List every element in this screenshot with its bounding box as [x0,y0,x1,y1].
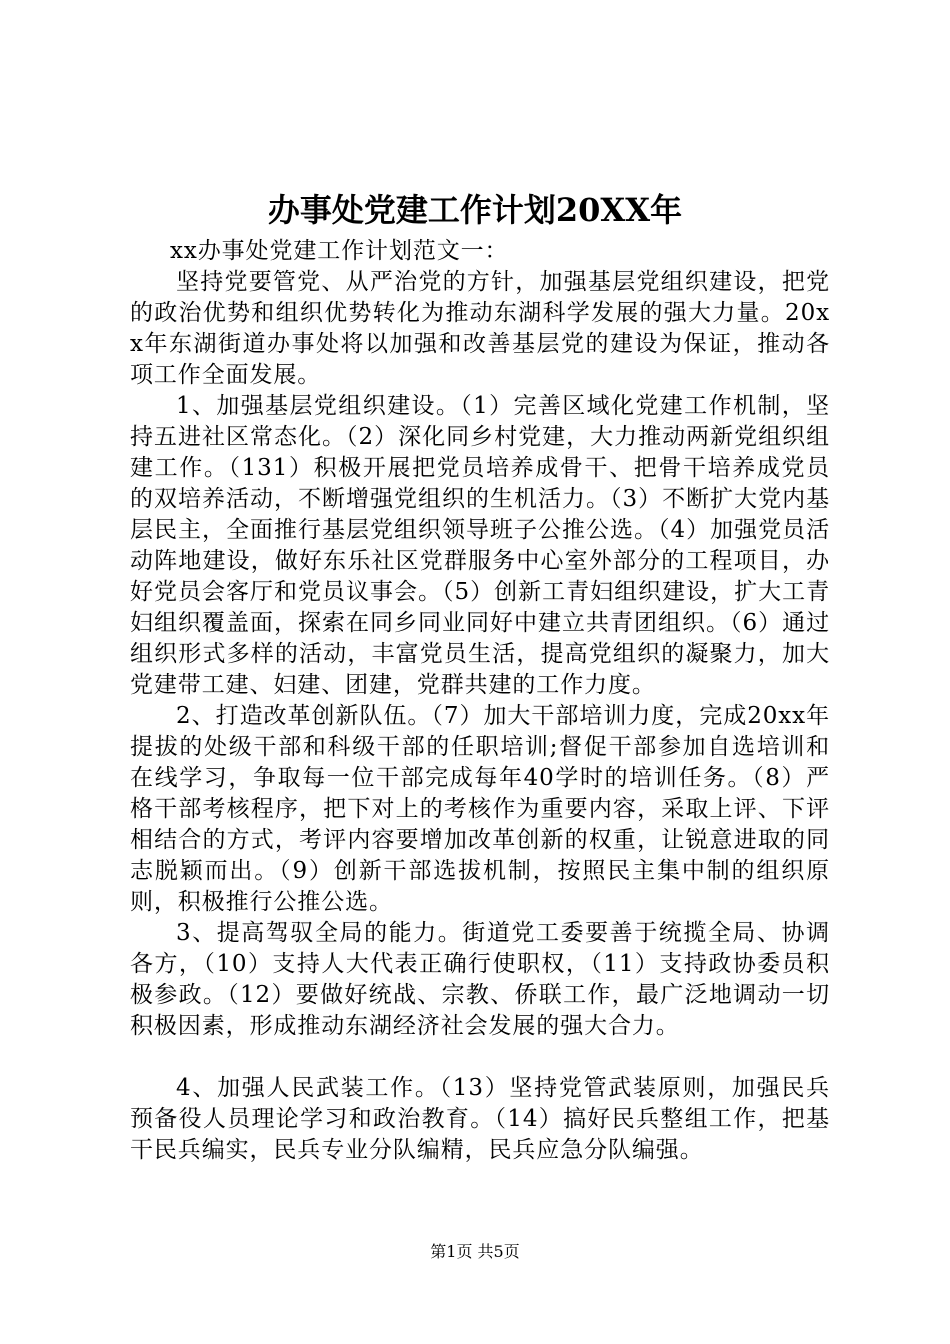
paragraph-section-3: 3、提高驾驭全局的能力。街道党工委要善于统揽全局、协调各方，（10）支持人大代表正确行使职权，（11）支持政协委员积极参政。（12）要做好统战、宗教、侨联工作，最广泛地调动一切积极因素，形成推动东湖经济社会发展的强大合力。 [130,920,830,1039]
paragraph-intro: xx办事处党建工作计划范文一： [170,238,509,264]
page-number-footer: 第1页 共5页 [430,1242,520,1261]
paragraph-section-4: 4、加强人民武装工作。（13）坚持党管武装原则，加强民兵预备役人员理论学习和政治教育。（14）搞好民兵整组工作，把基干民兵编实，民兵专业分队编精，民兵应急分队编强。 [130,1075,830,1163]
paragraph-section-1: 1、加强基层党组织建设。（1）完善区域化党建工作机制，坚持五进社区常态化。（2）深化同乡村党建，大力推动两新党组织组建工作。（131）积极开展把党员培养成骨干、把骨干培养成党员的双培养活动，不断增强党组织的生机活力。（3）不断扩大党内基层民主，全面推行基层党组织领导班子公推公选。（4）加强党员活动阵地建设，做好东乐社区党群服务中心室外部分的工程项目，办好党员会客厅和党员议事会。（5）创新工青妇组织建设，扩大工青妇组织覆盖面，探索在同乡同业同好中建立共青团组织。（6）通过组织形式多样的活动，丰富党员生活，提高党组织的凝聚力，加大党建带工建、妇建、团建，党群共建的工作力度。 [130,393,830,698]
paragraph-principle: 坚持党要管党、从严治党的方针，加强基层党组织建设，把党的政治优势和组织优势转化为推动东湖科学发展的强大力量。20xx年东湖街道办事处将以加强和改善基层党的建设为保证，推动各项工作全面发展。 [130,269,830,388]
document-title: 办事处党建工作计划20XX年 [267,191,683,229]
document-body [130,236,830,1166]
paragraph-section-2: 2、打造改革创新队伍。（7）加大干部培训力度，完成20xx年提拔的处级干部和科级干部的任职培训;督促干部参加自选培训和在线学习，争取每一位干部完成每年40学时的培训任务。（8）严格干部考核程序，把下对上的考核作为重要内容，采取上评、下评相结合的方式，考评内容要增加改革创新的权重，让锐意进取的同志脱颖而出。（9）创新干部选拔机制，按照民主集中制的组织原则，积极推行公推公选。 [130,703,830,915]
